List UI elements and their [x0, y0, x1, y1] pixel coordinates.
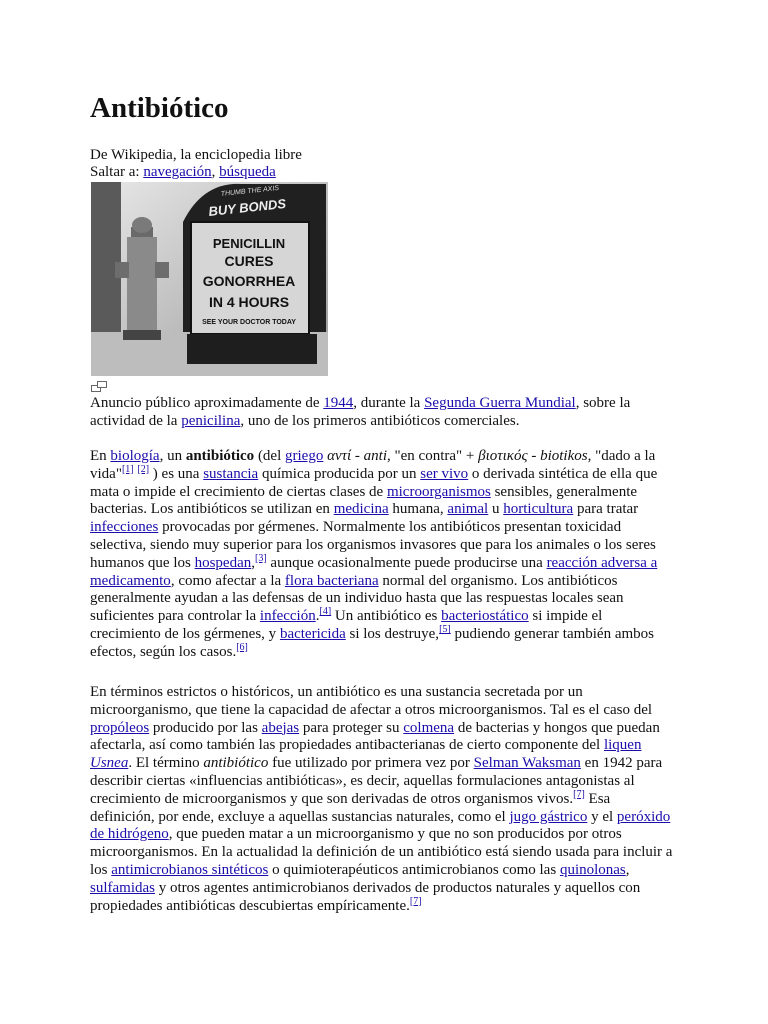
link-colmena[interactable]: colmena — [403, 719, 455, 736]
jump-links: Saltar a: navegación, búsqueda — [90, 164, 276, 180]
sign-buy-bonds: BUY BONDS — [207, 195, 287, 219]
link-griego[interactable]: griego — [285, 448, 324, 464]
ref-2[interactable]: [2] — [137, 463, 150, 475]
link-segunda-guerra[interactable]: Segunda Guerra Mundial — [424, 395, 576, 411]
site-subtitle — [90, 147, 302, 181]
link-liquen[interactable]: liquen — [603, 737, 642, 754]
link-selman-waksman[interactable]: Selman Waksman — [473, 755, 581, 772]
link-animal[interactable]: animal — [447, 501, 489, 518]
link-medicina[interactable]: medicina — [333, 501, 389, 518]
link-microorganismos[interactable]: microorganismos — [386, 483, 491, 500]
link-1944[interactable]: 1944 — [323, 395, 354, 411]
ref-3[interactable]: [3] — [254, 552, 267, 564]
link-sulfamidas[interactable]: sulfamidas — [90, 879, 155, 896]
ref-5[interactable]: [5] — [439, 623, 451, 635]
ref-1[interactable]: [1] — [121, 463, 134, 475]
link-ser-vivo[interactable]: ser vivo — [420, 465, 469, 482]
link-hospedan[interactable]: hospedan — [194, 554, 252, 571]
poster-line-3: GONORRHEA — [202, 273, 296, 289]
ref-7[interactable]: [7] — [573, 788, 585, 800]
ref-6[interactable]: [6] — [236, 641, 248, 653]
link-navegacion[interactable]: navegación — [143, 164, 212, 180]
link-infecciones[interactable]: infecciones — [90, 519, 159, 536]
link-sustancia[interactable]: sustancia — [203, 465, 259, 482]
link-propoleos[interactable]: propóleos — [90, 719, 150, 736]
page-title: Antibiótico — [90, 92, 229, 124]
link-peroxido[interactable]: peróxido — [616, 808, 671, 825]
link-busqueda[interactable]: búsqueda — [219, 164, 276, 180]
link-bacteriostatico[interactable]: bacteriostático — [441, 608, 529, 625]
ref-7b[interactable]: [7] — [409, 895, 422, 907]
photo-image — [91, 182, 328, 376]
link-penicilina[interactable]: penicilina — [181, 412, 241, 429]
link-jugo-gastrico[interactable]: jugo gástrico — [509, 808, 588, 825]
paragraph-intro: En biología, un antibiótico (del griego αντί - anti, "en contra" + βιοτικός - biotikos, "dado a la vida"[1] [2] ) es una sustancia química producida por un ser vivo o derivada sintética de ella que mata o impide el crecimiento de ciertas clases de microorganismos sensibles, generalmente bacterias. Los antibióticos se utilizan en medicina humana, animal u horticultura para tratar infecciones provocadas por gérmenes. Normalmente los antibióticos presentan toxicidad selectiva, siendo muy superior para los organismos invasores que para los animales o los seres humanos que los hospedan,[3] aunque ocasionalmente puede producirse una reacción adversa a medicamento, como afectar a la flora bacteriana normal del organismo. Los antibióticos generalmente ayudan a las defensas de un individuo hasta que las respuestas locales sean suficientes para controlar la infección.[4] Un antibiótico es bacteriostático si impide el crecimiento de los gérmenes, y bactericida si los destruye,[5] pudiendo generar también ambos efectos, según los casos.[6] — [90, 448, 658, 660]
penicillin-poster-photo[interactable] — [91, 182, 328, 376]
paragraph-history: En términos estrictos o históricos, un antibiótico es una sustancia secretada por un microorganismo, que tiene la capacidad de afectar a otros microorganismos. Tal es el caso del propóleos producido por las abejas para proteger su colmena de bacterias y hongos que puedan afectarla, así como también las propiedades antibacterianas de cierto componente del liquen Usnea. El término antibiótico fue utilizado por primera vez por Selman Waksman en 1942 para describir ciertas «influencias antibióticas», es decir, aquellas formulaciones antagonistas al crecimiento de microorganismos y que son derivadas de otros organismos vivos.[7] Esa definición, por ende, excluye a aquellas sustancias naturales, como el jugo gástrico y el peróxido de hidrógeno, que pueden matar a un microorganismo y que no son producidos por otros microorganismos. En la actualidad la definición de un antibiótico está siendo usada para incluir a los antimicrobianos sintéticos o quimioterapéuticos antimicrobianos como las quinolonas, sulfamidas y otros agentes antimicrobianos derivados de productos naturales y aquellos con propiedades antibióticas descubiertas empíricamente.[7] — [90, 684, 673, 914]
link-medicamento[interactable]: medicamento — [90, 572, 171, 589]
link-biologia[interactable]: biología — [110, 448, 160, 464]
poster-line-4: IN 4 HOURS — [208, 294, 290, 310]
poster-line-1: PENICILLIN — [212, 236, 286, 251]
sign-top: THUMB THE AXIS — [220, 184, 280, 198]
ref-4[interactable]: [4] — [319, 606, 332, 618]
poster-line-5: SEE YOUR DOCTOR TODAY — [202, 319, 296, 326]
enlarge-icon[interactable] — [91, 381, 107, 392]
from-wikipedia: De Wikipedia, la enciclopedia libre — [90, 147, 302, 163]
link-antimicrobianos-sinteticos[interactable]: antimicrobianos sintéticos — [111, 861, 269, 878]
link-infeccion[interactable]: infección — [259, 608, 316, 625]
link-quinolonas[interactable]: quinolonas — [559, 861, 626, 878]
poster-line-2: CURES — [224, 253, 274, 269]
link-horticultura[interactable]: horticultura — [503, 501, 574, 518]
link-flora-bacteriana[interactable]: flora bacteriana — [284, 572, 379, 589]
link-reaccion-adversa[interactable]: reacción adversa a — [546, 554, 658, 571]
link-de-hidrogeno[interactable]: de hidrógeno — [90, 826, 169, 843]
link-abejas[interactable]: abejas — [261, 719, 300, 736]
link-usnea[interactable]: Usnea — [90, 755, 129, 772]
image-caption: Anuncio público aproximadamente de 1944, durante la Segunda Guerra Mundial, sobre la actividad de la penicilina, uno de los primeros antibióticos comerciales. — [90, 395, 631, 429]
link-bactericida[interactable]: bactericida — [279, 625, 346, 642]
